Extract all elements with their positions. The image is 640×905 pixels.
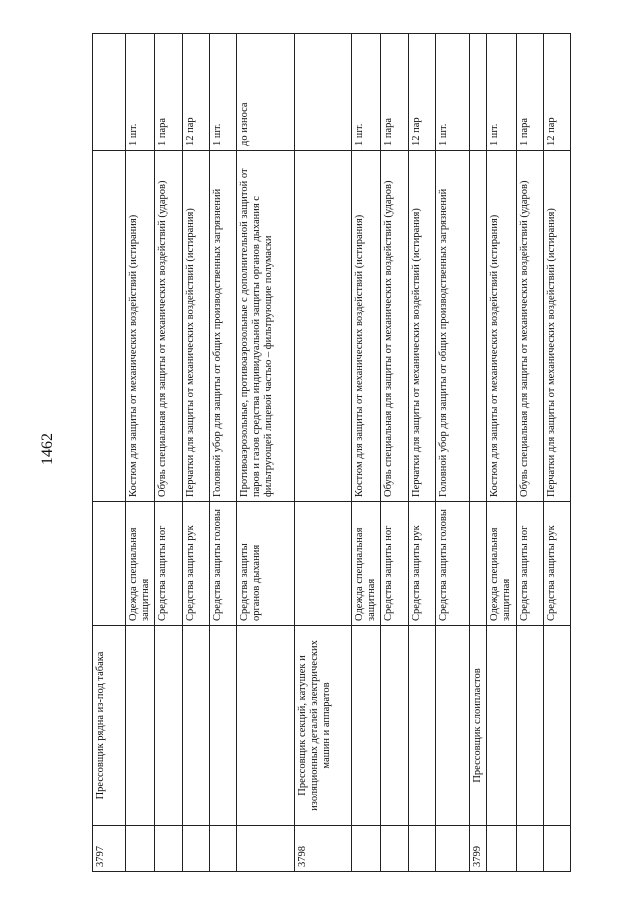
ppe-name <box>469 151 486 502</box>
entry-number: 3798 <box>294 826 351 872</box>
table-row <box>436 34 470 872</box>
profession-name: Прессовщик слоипластов <box>469 626 486 826</box>
ppe-type: Средства защиты головы <box>436 502 470 626</box>
ppe-type <box>294 502 351 626</box>
ppe-type: Средства защиты ног <box>516 502 543 626</box>
ppe-quantity: до износа <box>236 34 294 151</box>
ppe-quantity: 1 шт. <box>210 34 236 151</box>
entry-number: 3797 <box>93 826 126 872</box>
ppe-type: Одежда специальная защитная <box>487 502 517 626</box>
table-row <box>351 34 381 872</box>
ppe-quantity <box>294 34 351 151</box>
profession-name: Прессовщик секций, катушек и изоляционных деталей электрических машин и аппаратов <box>294 626 351 826</box>
page-number: 1462 <box>39 433 56 465</box>
ppe-type: Средства защиты ног <box>381 502 408 626</box>
table-row <box>155 34 182 872</box>
table-row <box>487 34 517 872</box>
ppe-quantity: 12 пар <box>408 34 435 151</box>
ppe-type <box>469 502 486 626</box>
ppe-name: Перчатки для защиты от механических воздействий (истирания) <box>544 151 571 502</box>
ppe-name: Костюм для защиты от механических воздействий (истирания) <box>487 151 517 502</box>
ppe-quantity: 1 шт. <box>351 34 381 151</box>
ppe-name: Костюм для защиты от механических воздействий (истирания) <box>125 151 155 502</box>
table-row <box>381 34 408 872</box>
ppe-type: Средства защиты головы <box>210 502 236 626</box>
ppe-type: Одежда специальная защитная <box>351 502 381 626</box>
ppe-quantity: 1 шт. <box>436 34 470 151</box>
ppe-name: Противоаэрозольные, противоаэрозольные с дополнительной защитой от паров и газов средства индивидуальной защиты органов дыхания с фильтрующей лицевой частью – фильтрующие полумаски <box>236 151 294 502</box>
ppe-type: Средства защиты органов дыхания <box>236 502 294 626</box>
table-row <box>544 34 571 872</box>
table-row <box>408 34 435 872</box>
ppe-type: Средства защиты ног <box>155 502 182 626</box>
entry-number: 3799 <box>469 826 486 872</box>
table-row <box>294 34 351 872</box>
ppe-type: Средства защиты рук <box>544 502 571 626</box>
profession-name: Прессовщик рядна из-под табака <box>93 626 126 826</box>
ppe-type <box>93 502 126 626</box>
ppe-quantity: 1 пара <box>516 34 543 151</box>
table-row <box>236 34 294 872</box>
ppe-name: Обувь специальная для защиты от механических воздействий (ударов) <box>155 151 182 502</box>
ppe-name: Обувь специальная для защиты от механических воздействий (ударов) <box>516 151 543 502</box>
ppe-norms-table <box>92 33 571 872</box>
ppe-type: Средства защиты рук <box>408 502 435 626</box>
ppe-name: Обувь специальная для защиты от механических воздействий (ударов) <box>381 151 408 502</box>
ppe-quantity: 1 пара <box>155 34 182 151</box>
ppe-quantity: 1 пара <box>381 34 408 151</box>
ppe-quantity: 1 шт. <box>487 34 517 151</box>
ppe-name: Головной убор для защиты от общих производственных загрязнений <box>436 151 470 502</box>
table-row <box>516 34 543 872</box>
table-row <box>93 34 126 872</box>
ppe-type: Одежда специальная защитная <box>125 502 155 626</box>
table-row <box>182 34 209 872</box>
table-row <box>469 34 486 872</box>
ppe-quantity: 12 пар <box>182 34 209 151</box>
ppe-name <box>93 151 126 502</box>
table-row <box>125 34 155 872</box>
ppe-name: Головной убор для защиты от общих производственных загрязнений <box>210 151 236 502</box>
ppe-quantity <box>93 34 126 151</box>
ppe-quantity: 1 шт. <box>125 34 155 151</box>
table-row <box>210 34 236 872</box>
ppe-quantity: 12 пар <box>544 34 571 151</box>
ppe-type: Средства защиты рук <box>182 502 209 626</box>
ppe-name: Костюм для защиты от механических воздействий (истирания) <box>351 151 381 502</box>
ppe-name: Перчатки для защиты от механических воздействий (истирания) <box>408 151 435 502</box>
ppe-quantity <box>469 34 486 151</box>
ppe-name <box>294 151 351 502</box>
ppe-name: Перчатки для защиты от механических воздействий (истирания) <box>182 151 209 502</box>
